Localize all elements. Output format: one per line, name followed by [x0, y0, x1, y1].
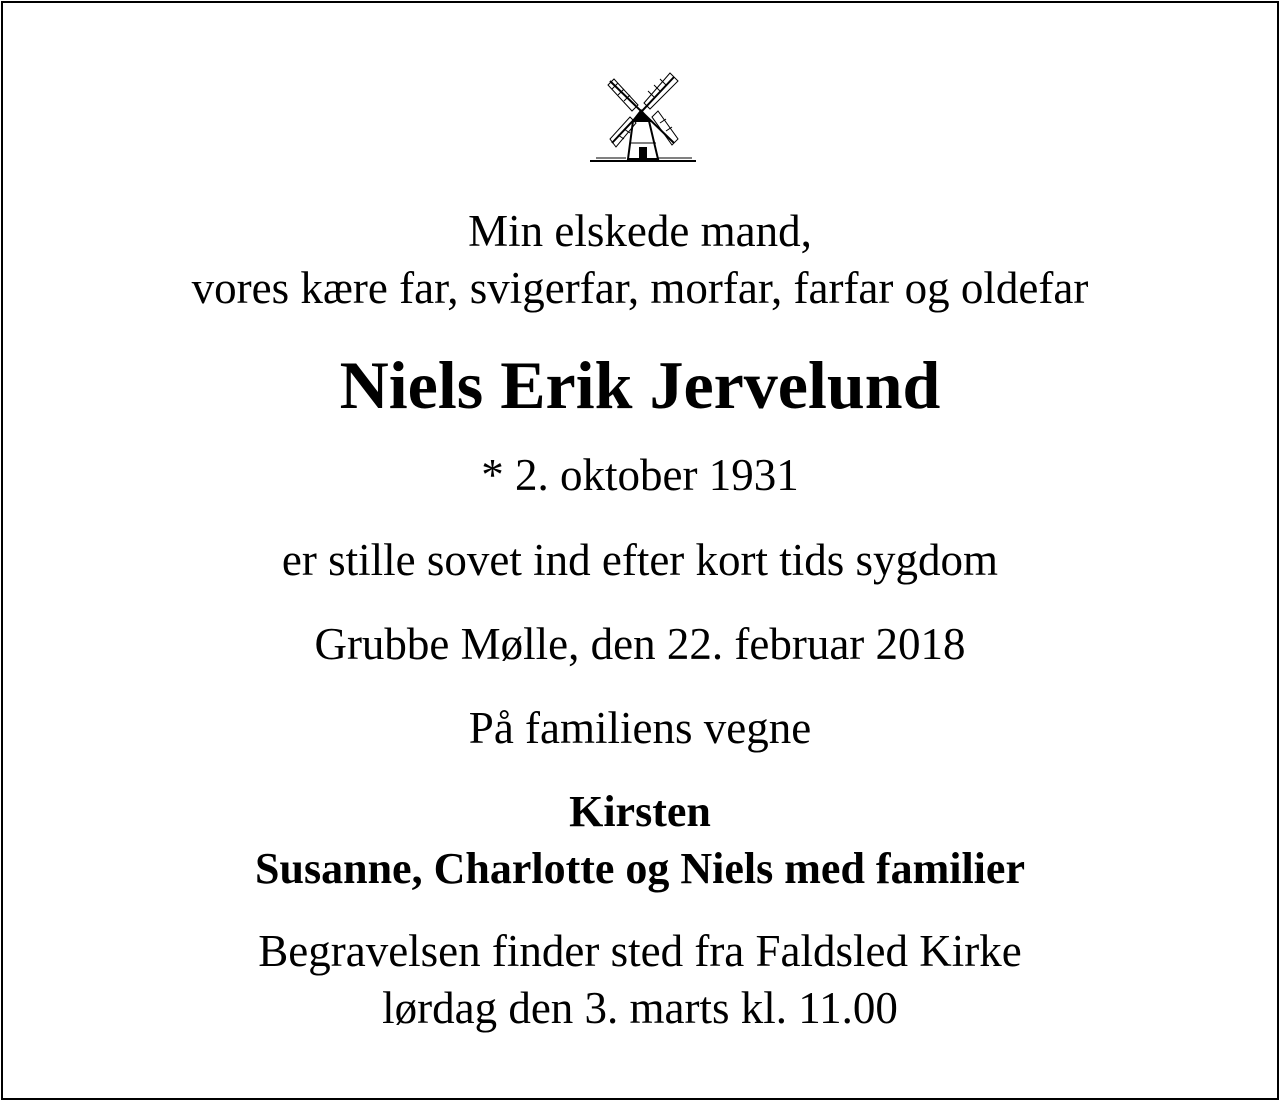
- family-line-1: Kirsten: [569, 787, 711, 836]
- funeral-line-2: lørdag den 3. marts kl. 11.00: [382, 983, 898, 1033]
- birth-date: * 2. oktober 1931: [481, 450, 799, 500]
- windmill-icon: [586, 69, 698, 165]
- family-line-2: Susanne, Charlotte og Niels med familier: [255, 844, 1025, 893]
- funeral-line-1: Begravelsen finder sted fra Faldsled Kirke: [258, 926, 1022, 976]
- passing-text: er stille sovet ind efter kort tids sygdom: [281, 535, 999, 585]
- place-and-date: Grubbe Mølle, den 22. februar 2018: [314, 619, 966, 669]
- obituary-notice: [1, 1, 1279, 1100]
- intro-line-2: vores kære far, svigerfar, morfar, farfar og oldefar: [191, 263, 1089, 313]
- deceased-name: Niels Erik Jervelund: [339, 347, 941, 423]
- on-behalf-text: På familiens vegne: [468, 703, 812, 753]
- intro-line-1: Min elskede mand,: [468, 206, 812, 256]
